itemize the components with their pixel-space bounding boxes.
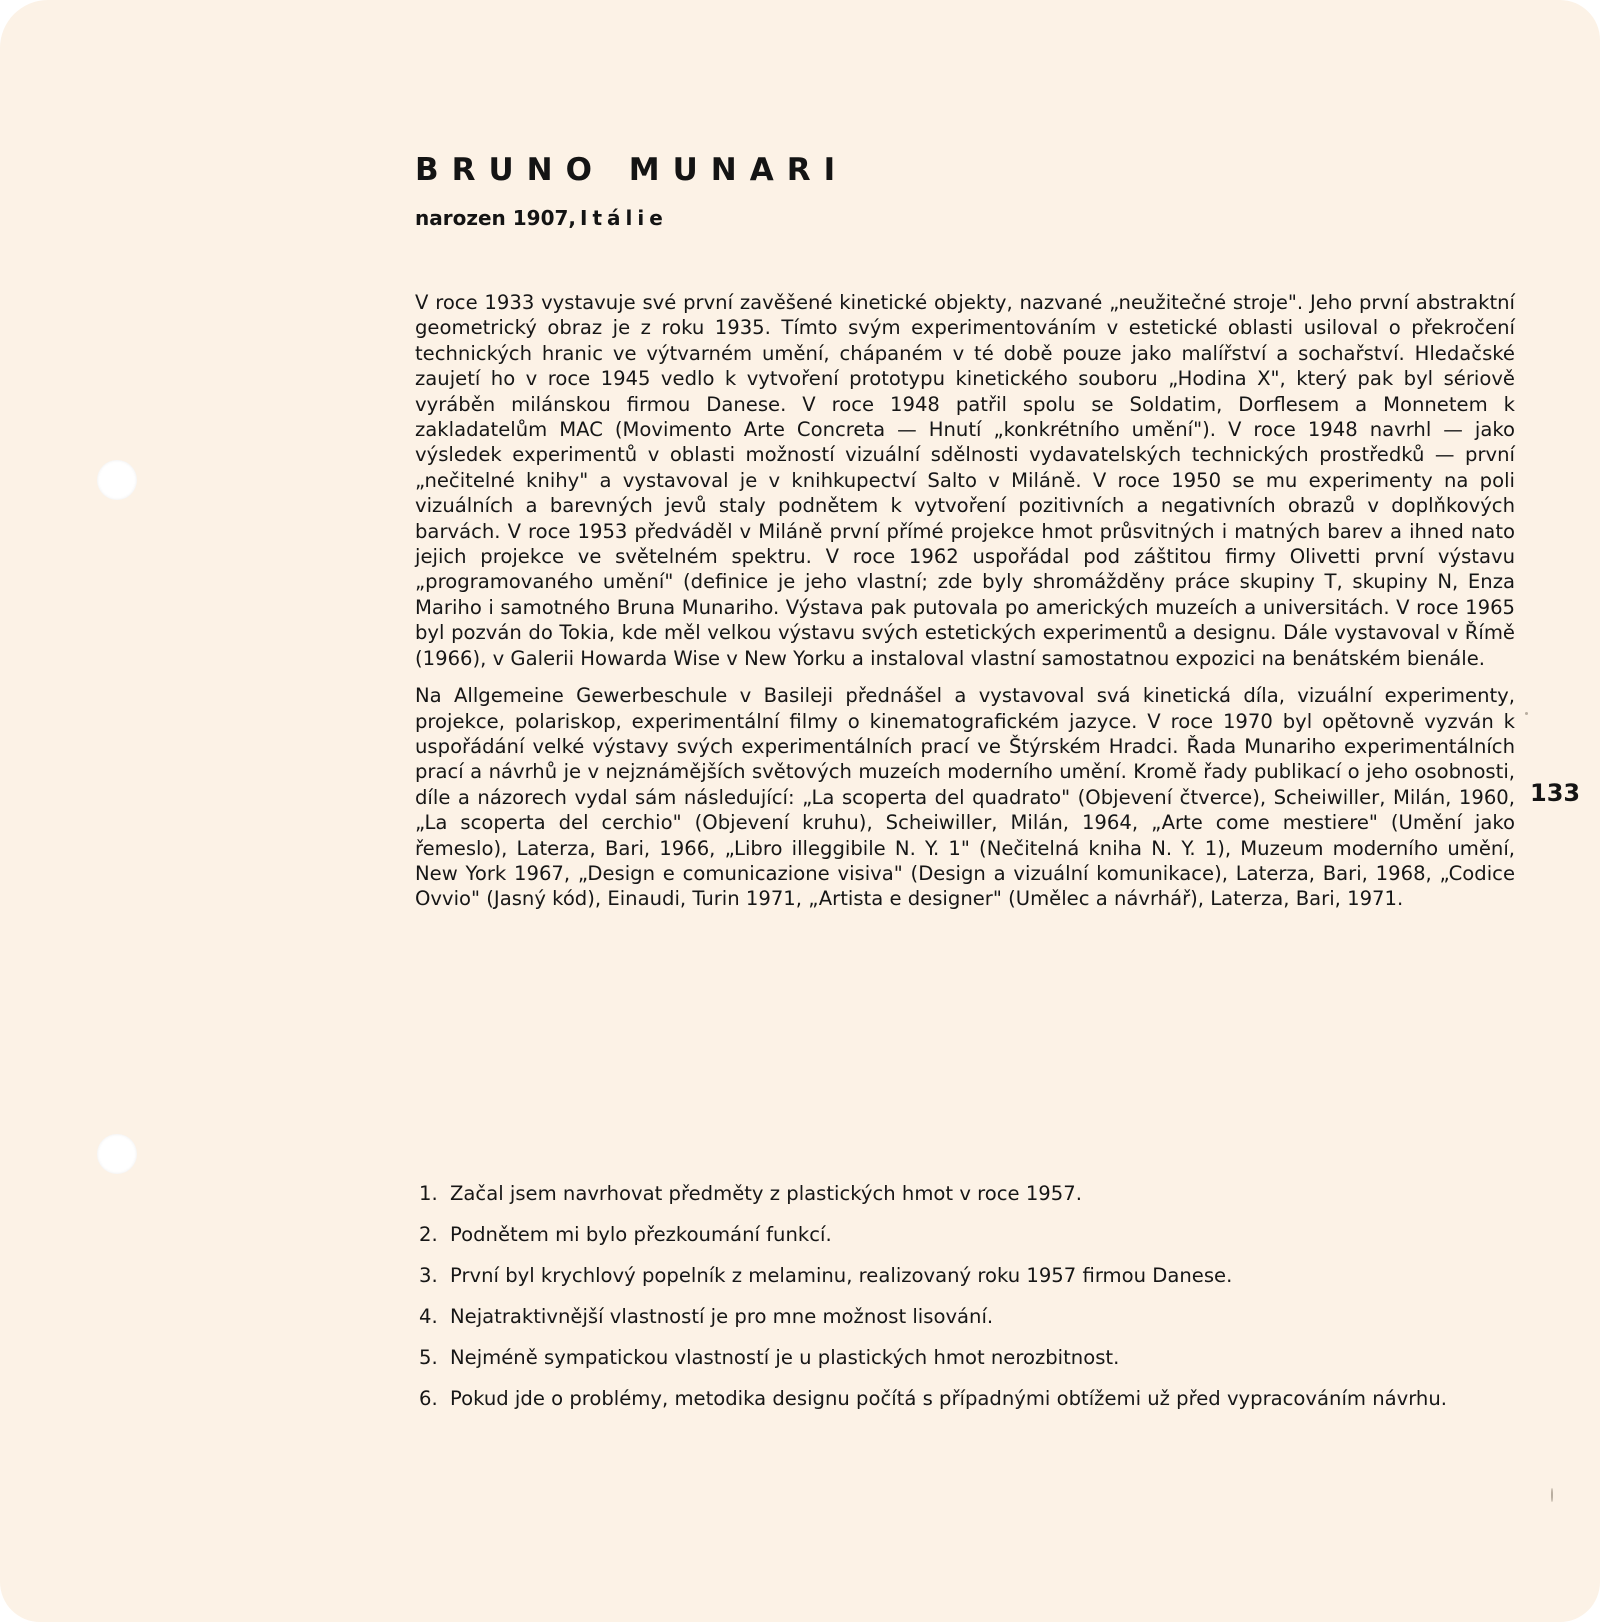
answers-list [415,1181,1515,1427]
answer-text: Podnětem mi bylo přezkoumání funkcí. [450,1223,832,1246]
answer-number: 2. [419,1223,438,1246]
answer-item [415,1181,1515,1206]
binder-hole-bottom [97,1134,137,1174]
answer-text: Nejméně sympatickou vlastností je u plastických hmot nerozbitnost. [450,1346,1120,1369]
answer-number: 6. [419,1387,438,1410]
answer-number: 3. [419,1264,438,1287]
answer-number: 5. [419,1346,438,1369]
answer-item [415,1222,1515,1247]
answer-item [415,1263,1515,1288]
answer-text: Nejatraktivnější vlastností je pro mne možnost lisování. [450,1305,994,1328]
paper-speck [1525,712,1528,715]
biography-paragraph-2: Na Allgemeine Gewerbeschule v Basileji přednášel a vystavoval svá kinetická díla, vizuální experimenty, projekce, polariskop, experimentální filmy o kinematografickém jazyce. V roce 1970 byl opětovně vyzván k uspořádání velké výstavy svých experimentálních prací ve Štýrském Hradci. Řada Munariho experimentálních prací a návrhů je v nejznámějších světových muzeích moderního umění. Kromě řady publikací o jeho osobnosti, díle a názorech vydal sám následující: „La scoperta del quadrato" (Objevení čtverce), Scheiwiller, Milán, 1960, „La scoperta del cerchio" (Objevení kruhu), Scheiwiller, Milán, 1964, „Arte come mestiere" (Umění jako řemeslo), Laterza, Bari, 1966, „Libro illeggibile N. Y. 1" (Nečitelná kniha N. Y. 1), Muzeum moderního umění, New York 1967, „Design e comunicazione visiva" (Design a vizuální komunikace), Laterza, Bari, 1968, „Codice Ovvio" (Jasný kód), Einaudi, Turin 1971, „Artista e designer" (Umělec a návrhář), Laterza, Bari, 1971. [415,684,1515,911]
answer-text: Začal jsem navrhovat předměty z plastických hmot v roce 1957. [450,1182,1082,1205]
page-number: 133 [1530,779,1581,807]
answer-text: Pokud jde o problémy, metodika designu počítá s případnými obtížemi už před vypracováním návrhu. [450,1387,1447,1410]
answer-number: 4. [419,1305,438,1328]
answer-text: První byl krychlový popelník z melaminu, realizovaný roku 1957 firmou Danese. [450,1264,1233,1287]
answer-item [415,1386,1515,1411]
birth-country: Itálie [580,206,668,230]
answer-item [415,1304,1515,1329]
biography-paragraph-1: V roce 1933 vystavuje své první zavěšené kinetické objekty, nazvané „neužitečné stroje". Jeho první abstraktní geometrický obraz je z roku 1935. Tímto svým experimentováním v estetické oblasti usiloval o překročení technických hranic ve výtvarném umění, chápaném v té době pouze jako malířství a sochařství. Hledačské zaujetí ho v roce 1945 vedlo k vytvoření prototypu kinetického souboru „Hodina X", který pak byl sériově vyráběn milánskou firmou Danese. V roce 1948 patřil spolu se Soldatim, Dorflesem a Monnetem k zakladatelům MAC (Movimento Arte Concreta — Hnutí „konkrétního umění"). V roce 1948 navrhl — jako výsledek experimentů v oblasti možností vizuální sdělnosti vydavatelských technických prostředků — první „nečitelné knihy" a vystavoval je v knihkupectví Salto v Miláně. V roce 1950 se mu experimenty na poli vizuálních a barevných jevů staly podnětem k vytvoření pozitivních a negativních obrazů v doplňkových barvách. V roce 1953 předváděl v Miláně první přímé projekce hmot průsvitných i matných barev a ihned nato jejich projekce ve světelném spektru. V roce 1962 uspořádal pod záštitou firmy Olivetti první výstavu „programovaného umění" (definice je jeho vlastní; zde byly shromážděny práce skupiny T, skupiny N, Enza Mariho i samotného Bruna Munariho. Výstava pak putovala po amerických muzeích a universitách. V roce 1965 byl pozván do Tokia, kde měl velkou výstavu svých estetických experimentů a designu. Dále vystavoval v Římě (1966), v Galerii Howarda Wise v New Yorku a instaloval vlastní samostatnou expozici na benátském bienále. [415,291,1515,670]
answer-item [415,1345,1515,1370]
artist-birth-line [415,206,668,230]
artist-name: BRUNO MUNARI [415,152,849,188]
binder-hole-top [97,460,137,500]
biography [415,290,1515,924]
birth-year: narozen 1907, [415,206,577,230]
paper-mark [1551,1488,1553,1502]
answer-number: 1. [419,1182,438,1205]
